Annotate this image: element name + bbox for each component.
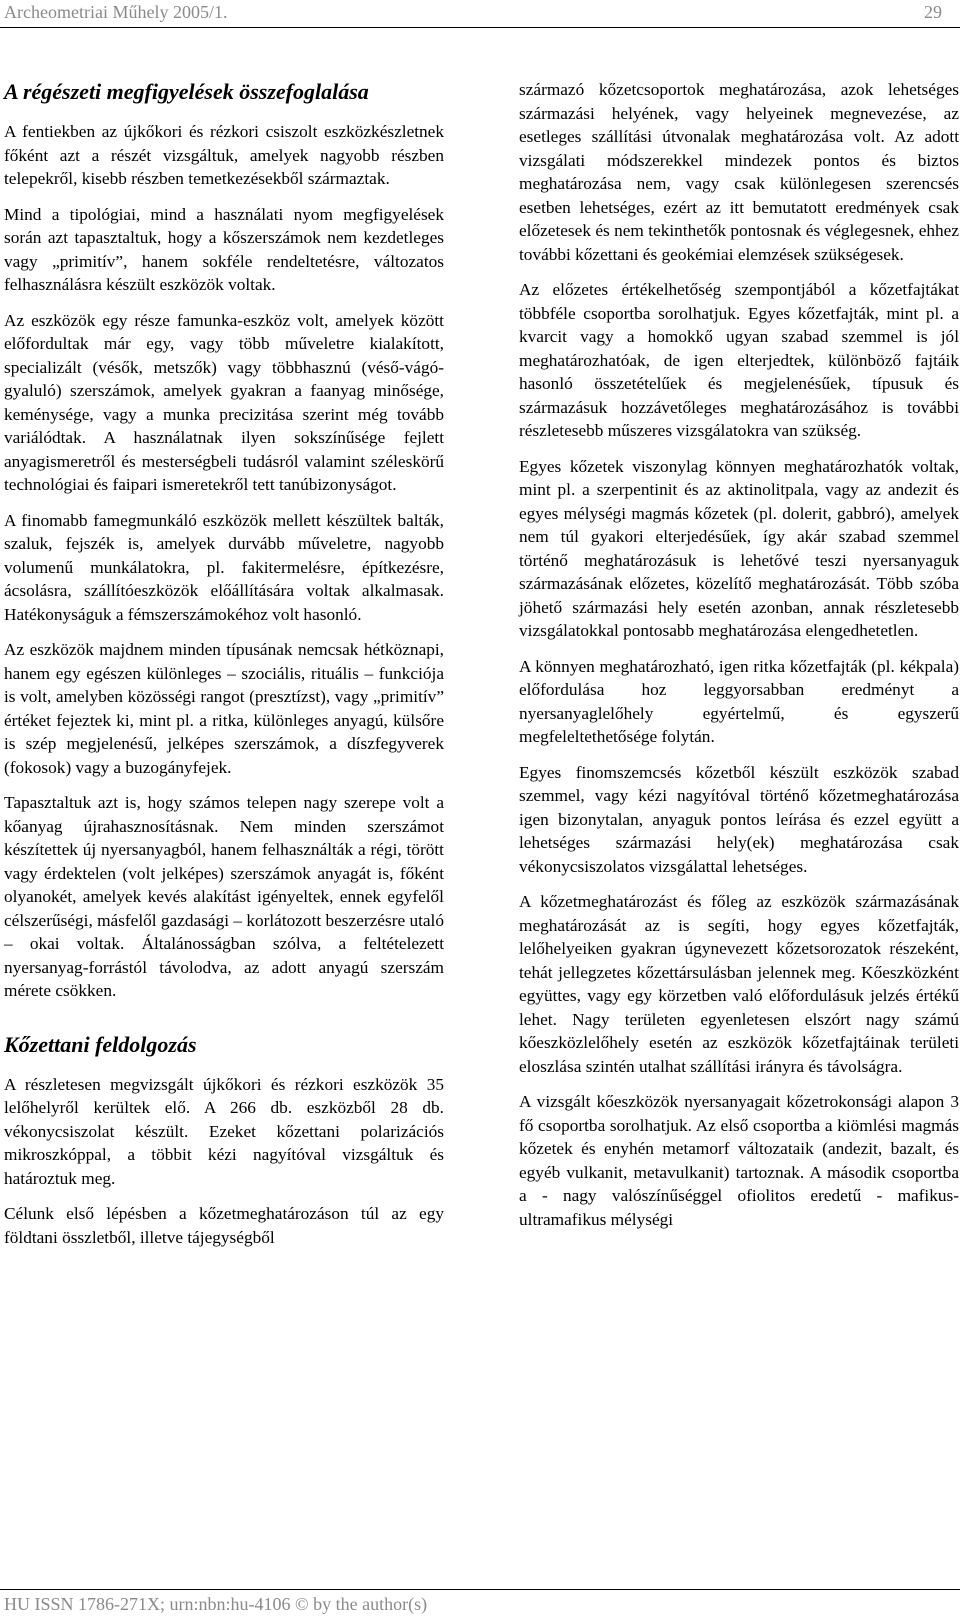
- paragraph: Célunk első lépésben a kőzetmeghatározáson túl az egy földtani összletből, illetve tájegységből: [4, 1204, 444, 1247]
- section-heading-petrology: Kőzettani feldolgozás: [4, 1031, 197, 1057]
- paragraph: Egyes finomszemcsés kőzetből készült eszközök szabad szemmel, vagy kézi nagyítóval történő kőzetmeghatározása igen bizonytalan, anyaguk pontos leírása és ezzel együtt a lehetséges származási hely(ek) meghatározása csak vékonycsiszolatos vizsgálattal lehetséges.: [519, 762, 959, 876]
- paragraph: Az előzetes értékelhetőség szempontjából a kőzetfajtákat többféle csoportba sorolhatjuk. Egyes kőzetfajták, mint pl. a kvarcit vagy a homokkő ugyan szabad szemmel is jól meghatározhatóak, de igen elterjedtek, különböző fajtáik hasonló összetételűek és megjelenésűek, típusuk és származásuk hozzávetőleges meghatározásához is további részletesebb műszeres vizsgálatokra van szükség.: [519, 280, 959, 440]
- paragraph: Mind a tipológiai, mind a használati nyom megfigyelések során azt tapasztaltuk, hogy a kőszerszámok nem kezdetleges vagy „primitív”, hanem sokféle rendeltetésre, változatos felhasználásra készült eszközök voltak.: [4, 204, 444, 294]
- paragraph: Az eszközök majdnem minden típusának nemcsak hétköznapi, hanem egy egészen különleges – szociális, rituális – funkciója is volt, amelyben közösségi rangot (presztízst), vagy „primitív” értéket fejeztek ki, mint pl. a ritka, különleges anyagú, külsőre is szép megjelenésű, jelképes szerszámok, a díszfegyverek (fokosok) vagy a buzogányfejek.: [4, 640, 444, 777]
- paragraph: A vizsgált kőeszközök nyersanyagait kőzetrokonsági alapon 3 fő csoportba sorolhatjuk. Az első csoportba a kiömlési magmás kőzetek és enyhén metamorf változataik (andezit, bazalt, és egyéb vulkanit, metavulkanit) tartoznak. A második csoportba a - nagy valószínűséggel ofiolitos eredetű - mafikus-ultramafikus mélységi: [519, 1092, 959, 1229]
- paragraph: Tapasztaltuk azt is, hogy számos telepen nagy szerepe volt a kőanyag újrahasznosításnak. Nem minden szerszámot készítettek új nyersanyagból, hanem felhasználták a régi, törött vagy érdektelen (volt jelképes) szerszámok anyagát is, főként olyanokét, amelyek kevés alakítást igényeltek, ennek egyfelől célszerűségi, másfelől gazdasági – korlátozott beszerzésre utaló – okai voltak. Általánosságban szólva, a feltételezett nyersanyag-forrástól távolodva, az adott anyagú szerszám mérete csökken.: [4, 793, 444, 1000]
- paragraph: A részletesen megvizsgált újkőkori és rézkori eszközök 35 lelőhelyről kerültek elő. A 266 db. eszközből 28 db. vékonycsiszolat készült. Ezeket kőzettani polarizációs mikroszkóppal, a többit kézi nagyítóval vizsgáltuk és határoztuk meg.: [4, 1074, 444, 1188]
- left-column: [4, 78, 444, 1261]
- paragraph: A finomabb famegmunkáló eszközök mellett készültek balták, szaluk, fejszék is, amelyek durvább műveletre, nagyobb volumenű munkálatokra, pl. fakitermelésre, építkezésre, ácsolásra, szállítóeszközök előállítására voltak alkalmasak. Hatékonyságuk a fémszerszámokéhoz volt hasonló.: [4, 510, 444, 624]
- right-column: [519, 78, 959, 1243]
- issn-copyright: HU ISSN 1786-271X; urn:nbn:hu-4106 © by the author(s): [4, 1594, 428, 1614]
- paragraph: A könnyen meghatározható, igen ritka kőzetfajták (pl. kékpala) előfordulása hoz leggyorsabban eredményt a nyersanyaglelőhely egyértelmű, és egyszerű megfeleltethetősége folytán.: [519, 656, 959, 746]
- page-number: 29: [924, 2, 942, 22]
- running-header: [0, 0, 960, 28]
- paragraph: Az eszközök egy része famunka-eszköz volt, amelyek között előfordultak már egy, vagy több műveletre kialakított, specializált (vésők, metszők) vagy többhasznú (véső-vágó-gyaluló) szerszámok, amelyek gyakran a faanyag minősége, keménysége, vagy a munka precizitása szerint még tovább variálódtak. A használatnak ilyen sokszínűsége fejlett anyagismeretről és mesterségbeli tudásról valamint széleskörű technológiai és faipari ismeretekről tett tanúbizonyságot.: [4, 310, 444, 494]
- section-heading-observations: A régészeti megfigyelések összefoglalása: [4, 79, 369, 104]
- running-footer: [0, 1589, 960, 1619]
- journal-title: Archeometriai Műhely 2005/1.: [4, 2, 228, 22]
- paragraph: A kőzetmeghatározást és főleg az eszközök származásának meghatározását az is segíti, hogy egyes kőzetfajták, lelőhelyeiken gyakran úgynevezett kőzetsorozatok részeként, tehát jellegzetes kőzettársulásban jelennek meg. Kőeszközként együttes, vagy egy körzetben való előfordulásuk jelzés értékű lehet. Nagy területen egyenletesen elszórt nagy számú kőeszközlelőhely esetén az eszközök kőzetfajtáinak területi eloszlása szintén utalhat szállítási irányra és távolságra.: [519, 892, 959, 1076]
- paragraph: Egyes kőzetek viszonylag könnyen meghatározhatók voltak, mint pl. a szerpentinit és az aktinolitpala, vagy az andezit és egyes mélységi magmás kőzetek (pl. dolerit, gabbró), amelyek nem túl gyakori elterjedésűek, így akár szabad szemmel történő meghatározásuk is lehetővé teszi nyersanyaguk származásának előzetes, közelítő meghatározását. Több szóba jöhető származási hely esetén azonban, annak részletesebb vizsgálatokkal pontosabb meghatározása elengedhetetlen.: [519, 456, 959, 640]
- paragraph: származó kőzetcsoportok meghatározása, azok lehetséges származási helyének, vagy helyeinek megnevezése, az esetleges szállítási útvonalak meghatározása volt. Az adott vizsgálati módszerekkel mindezek pontos és biztos meghatározása nem, vagy csak különlegesen szerencsés esetben lehetséges, ezért az itt bemutatott eredmények csak előzetesek és nem tekinthetők pontosnak és véglegesnek, ehhez további kőzettani és geokémiai elemzések szükségesek.: [519, 80, 959, 264]
- paragraph: A fentiekben az újkőkori és rézkori csiszolt eszközkészletnek főként azt a részét vizsgáltuk, amelyek nagyobb részben telepekről, kisebb részben temetkezésekből származtak.: [4, 122, 444, 188]
